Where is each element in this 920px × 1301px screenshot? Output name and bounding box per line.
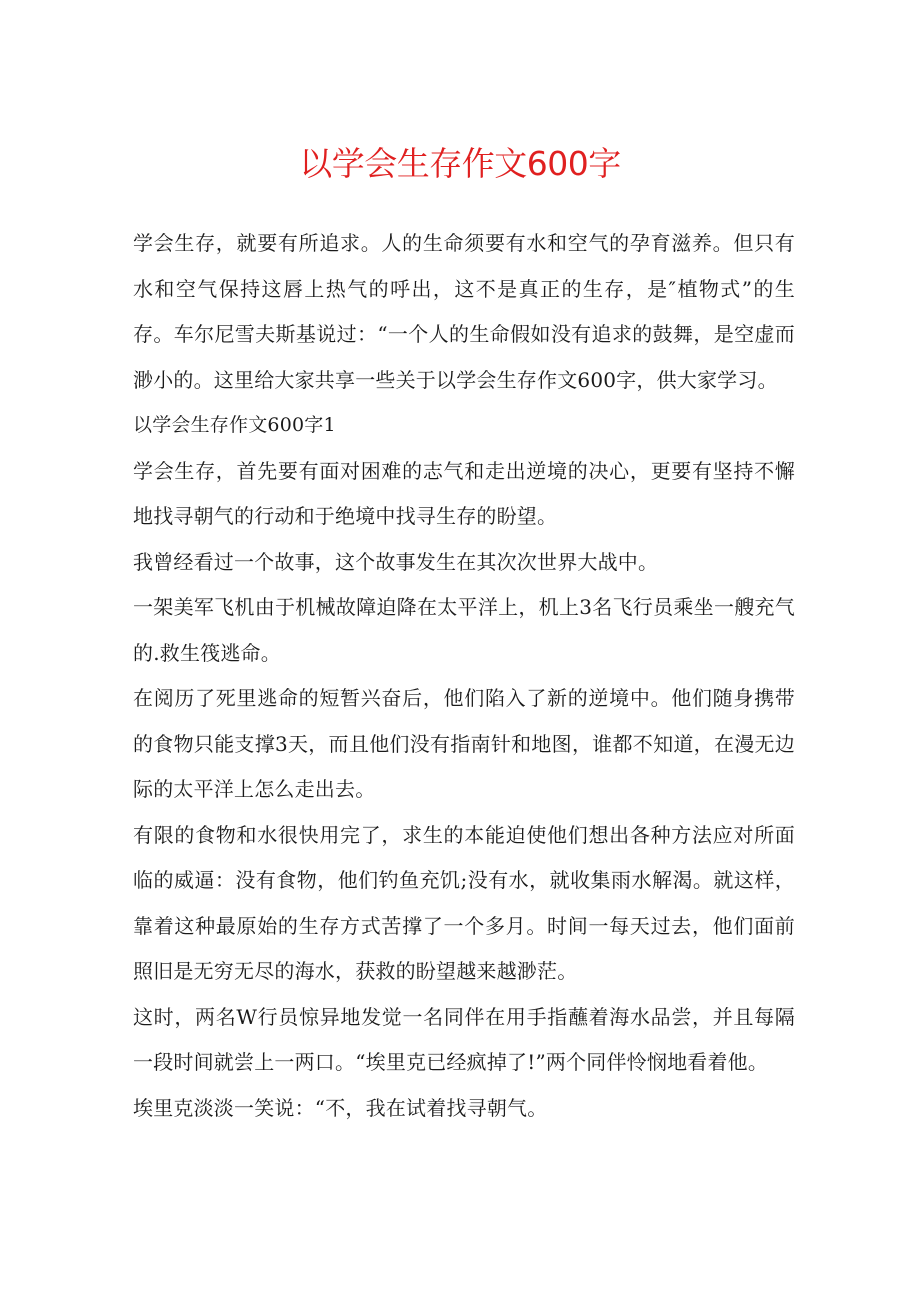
document-title: 以学会生存作文600字: [299, 144, 621, 183]
paragraph: 在阅历了死里逃命的短暂兴奋后，他们陷入了新的逆境中。他们随身携带的食物只能支撑3天，而且他们没有指南针和地图，谁都不知道，在漫无边际的太平洋上怎么走出去。: [133, 686, 795, 801]
paragraph: 有限的食物和水很快用完了，求生的本能迫使他们想出各种方法应对所面临的威逼：没有食物，他们钓鱼充饥;没有水，就收集雨水解渴。就这样，靠着这种最原始的生存方式苦撑了一个多月。时间一每天过去，他们面前照旧是无穷无尽的海水，获救的盼望越来越渺茫。: [133, 822, 795, 983]
paragraph: 埃里克淡淡一笑说：“不，我在试着找寻朝气。: [133, 1095, 548, 1120]
document-body: [133, 221, 795, 1131]
paragraph: 一架美军飞机由于机械故障迫降在太平洋上，机上3名飞行员乘坐一艘充气的.救生筏逃命。: [133, 595, 795, 665]
paragraph-intro: 学会生存，就要有所追求。人的生命须要有水和空气的孕育滋养。但只有水和空气保持这唇上热气的呼出，这不是真正的生存，是″植物式”的生存。车尔尼雪夫斯基说过：“一个人的生命假如没有追求的鼓舞，是空虚而渺小的。这里给大家共享一些关于以学会生存作文600字，供大家学习。: [133, 231, 795, 392]
paragraph: 我曾经看过一个故事，这个故事发生在其次次世界大战中。: [133, 549, 659, 574]
paragraph: 学会生存，首先要有面对困难的志气和走出逆境的决心，更要有坚持不懈地找寻朝气的行动和于绝境中找寻生存的盼望。: [133, 458, 795, 528]
section-heading: 以学会生存作文600字1: [133, 414, 336, 436]
paragraph: 这时，两名W行员惊异地发觉一名同伴在用手指蘸着海水品尝，并且每隔一段时间就尝上一两口。“埃里克已经疯掉了!”两个同伴怜悯地看着他。: [133, 1004, 795, 1074]
